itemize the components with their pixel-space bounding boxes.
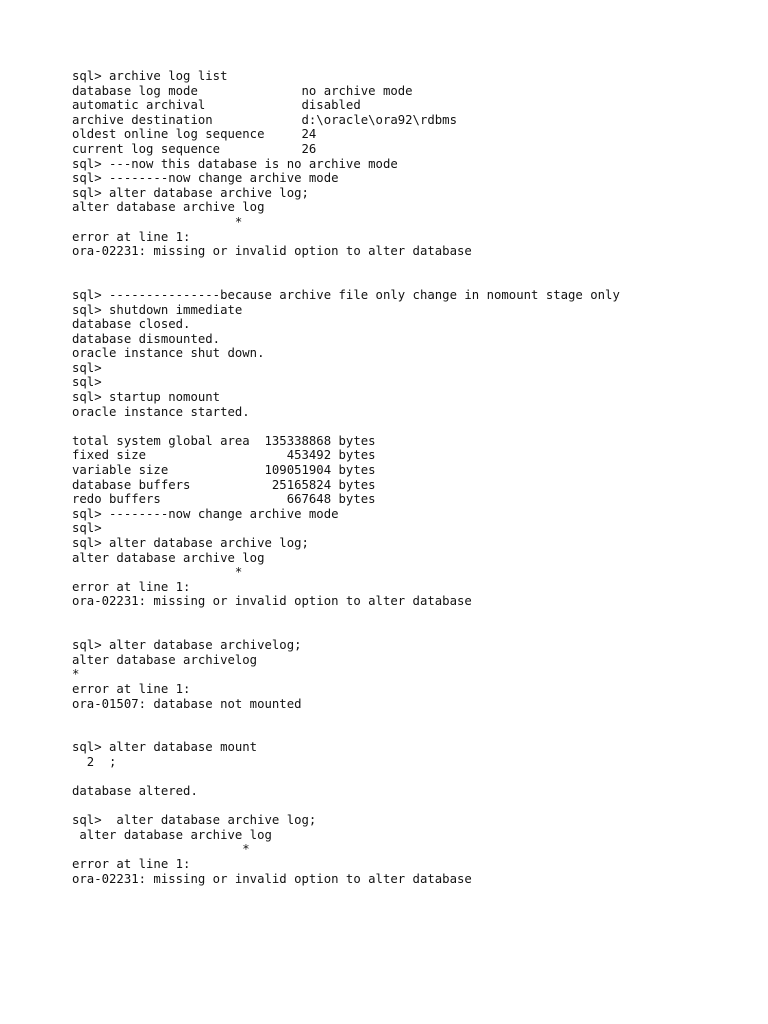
- transcript-line: sql> archive log list: [72, 69, 228, 83]
- transcript-line: oldest online log sequence 24: [72, 127, 317, 142]
- transcript-line: automatic archival disabled: [72, 98, 361, 113]
- transcript-line: ora-02231: missing or invalid option to alter database: [72, 871, 472, 886]
- transcript-line: ora-01507: database not mounted: [72, 696, 302, 711]
- transcript-line: alter database archive log: [72, 550, 265, 565]
- transcript-line: archive destination d:\oracle\ora92\rdbms: [72, 112, 457, 127]
- transcript-line: sql> shutdown immediate: [72, 302, 243, 317]
- transcript-line: [72, 711, 620, 726]
- transcript-line: total system global area 135338868 bytes: [72, 433, 376, 448]
- transcript-line: *: [72, 842, 250, 857]
- transcript-line: sql>: [72, 360, 102, 375]
- transcript-line: oracle instance started.: [72, 404, 250, 419]
- transcript-line: alter database archive log: [72, 200, 265, 215]
- transcript-line: ora-02231: missing or invalid option to alter database: [72, 594, 472, 609]
- transcript-line: sql> alter database archivelog;: [72, 638, 302, 653]
- sql-session-transcript: [72, 69, 620, 886]
- transcript-line: alter database archive log: [72, 827, 272, 842]
- transcript-line: sql> alter database archive log;: [72, 185, 309, 200]
- transcript-line: *: [72, 565, 243, 580]
- transcript-line: sql>: [72, 375, 102, 390]
- transcript-line: error at line 1:: [72, 681, 191, 696]
- transcript-line: [72, 419, 620, 434]
- transcript-line: sql> --------now change archive mode: [72, 171, 339, 186]
- transcript-line: [72, 770, 620, 785]
- transcript-line: alter database archivelog: [72, 652, 258, 667]
- transcript-line: fixed size 453492 bytes: [72, 448, 376, 463]
- transcript-line: sql> ---now this database is no archive mode: [72, 156, 398, 171]
- transcript-line: database log mode no archive mode: [72, 83, 413, 98]
- transcript-line: [72, 609, 620, 624]
- transcript-line: sql> ---------------because archive file only change in nomount stage only: [72, 287, 620, 302]
- transcript-line: sql>: [72, 521, 102, 536]
- transcript-line: sql> startup nomount: [72, 390, 221, 405]
- transcript-line: ora-02231: missing or invalid option to alter database: [72, 244, 472, 259]
- transcript-line: database closed.: [72, 317, 191, 332]
- transcript-line: [72, 273, 620, 288]
- transcript-line: error at line 1:: [72, 229, 191, 244]
- transcript-line: sql> alter database mount: [72, 740, 258, 755]
- transcript-line: variable size 109051904 bytes: [72, 463, 376, 478]
- transcript-line: database buffers 25165824 bytes: [72, 477, 376, 492]
- transcript-line: error at line 1:: [72, 579, 191, 594]
- transcript-line: *: [72, 214, 243, 229]
- transcript-line: redo buffers 667648 bytes: [72, 492, 376, 507]
- transcript-line: [72, 799, 620, 814]
- transcript-line: [72, 259, 620, 274]
- transcript-line: error at line 1:: [72, 857, 191, 872]
- transcript-line: *: [72, 667, 80, 682]
- transcript-line: oracle instance shut down.: [72, 346, 265, 361]
- transcript-line: 2 ;: [72, 754, 117, 769]
- transcript-line: database dismounted.: [72, 331, 221, 346]
- transcript-line: database altered.: [72, 784, 198, 799]
- transcript-line: sql> alter database archive log;: [72, 813, 317, 828]
- transcript-line: current log sequence 26: [72, 141, 317, 156]
- transcript-line: [72, 624, 620, 639]
- transcript-line: sql> --------now change archive mode: [72, 506, 339, 521]
- transcript-line: [72, 726, 620, 741]
- transcript-line: sql> alter database archive log;: [72, 536, 309, 550]
